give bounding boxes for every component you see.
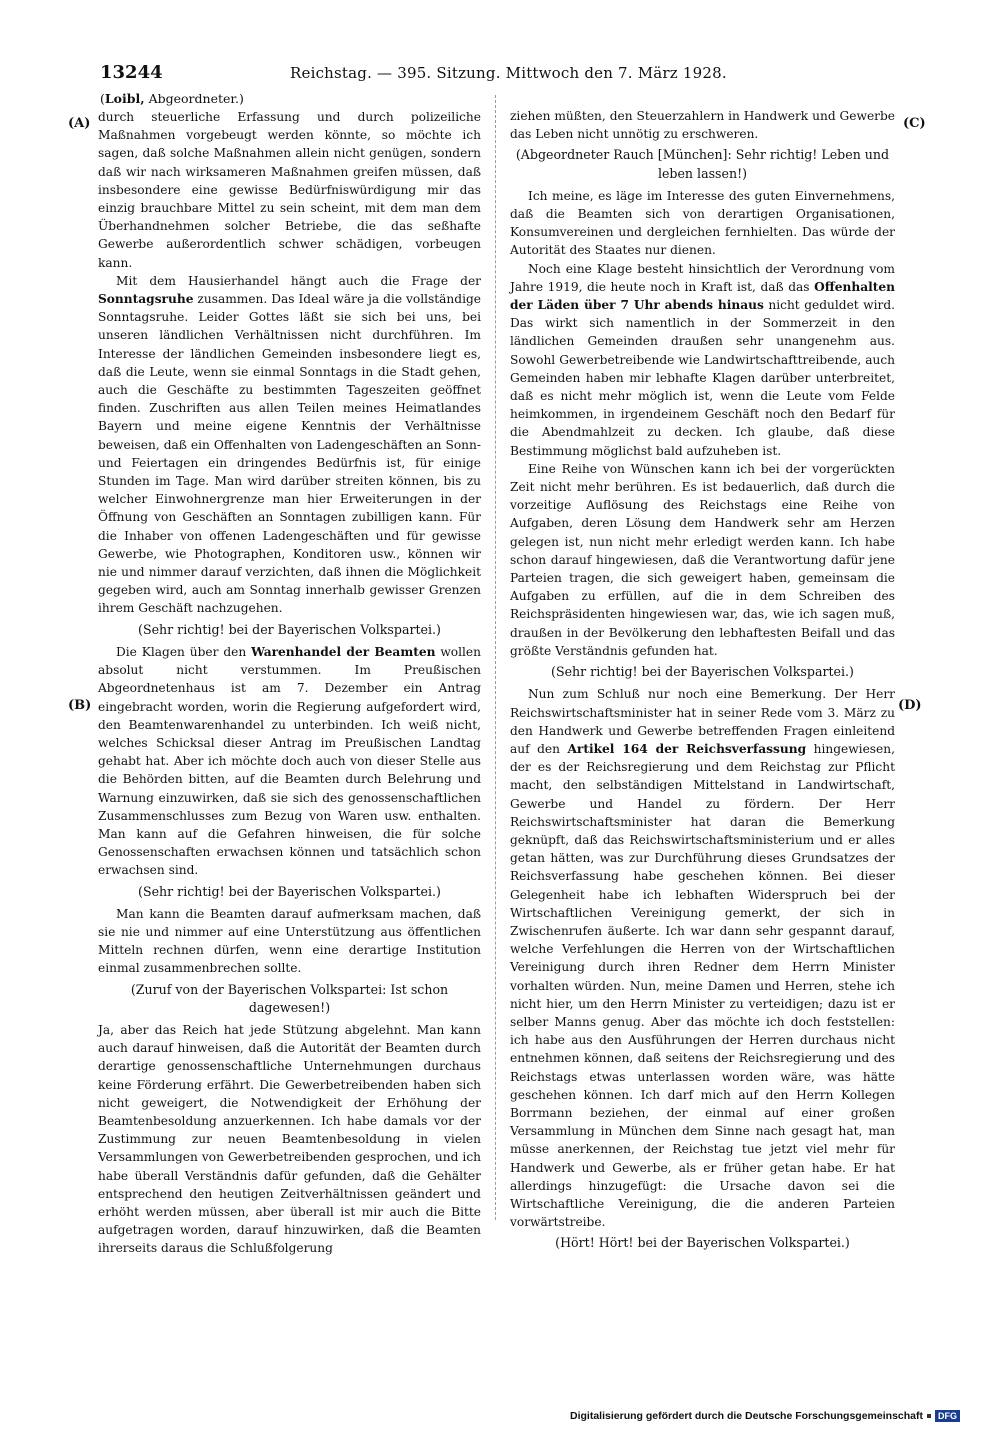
margin-marker-d: (D) [898,698,922,713]
page-header [100,60,900,90]
interjection: (Hört! Hört! bei der Bayerischen Volkspartei.) [555,1235,850,1251]
paragraph [510,187,895,260]
page-number: 13244 [100,62,163,83]
paragraph-text: hingewiesen, der es der Reichsregierung und dem Reichstag zur Pflicht macht, den selbständigen Mittelstand in Landwirtschaft, Gewerbe und Handel zu fördern. Der Herr Reichswirtschaftsminister hat daran die Bemerkung geknüpft, daß das Reichswirtschaftsministerium und er alles getan hätten, was zur Durchführung dieses Grundsatzes der Reichsverfassung habe geschehen können. Bei dieser Gelegenheit habe ich lebhaften Widerspruch bei der Wirtschaftlichen Vereinigung gemerkt, der sich in Zwischenrufen äußerte. Ich war dann sehr gespannt darauf, welche Verfehlungen die Herren von der Wirtschaftlichen Vereinigung durch ihren Redner dem Herrn Minister vorhalten würden. Nun, meine Damen und Herren, stehe ich nicht hier, um den Herrn Minister zu verteidigen; dazu ist er selber Manns genug. Aber das möchte ich doch feststellen: ich habe aus den Ausführungen der Herren durchaus nicht entnehmen können, daß seitens der Reichsregierung und des Reichstags etwas unterlassen worden wäre, was hätte geschehen können. Ich darf mich auf den Herrn Kollegen Borrmann beziehen, der einmal auf einer großen Versammlung in München dem Sinne nach gesagt hat, man müsse anerkennen, der Reichstag tue jetzt viel mehr für Handwerk und Gewerbe, als er früher getan habe. Er hat allerdings hinzugefügt: die Ursache davon sei die Wirtschaftliche Vereinigung, die die anderen Parteien vorwärtstreibe. [510,741,895,1230]
paragraph-text: Ich meine, es läge im Interesse des guten Einvernehmens, daß die Beamten sich von derartigen Organisationen, Konsumvereinen und dergleichen fernhielten. Das würde der Autorität des Staates nur dienen. [510,188,895,258]
column-divider [495,95,496,1220]
paragraph [510,685,895,1231]
left-text-column [98,108,481,1258]
paragraph [98,643,481,880]
paragraph [510,260,895,460]
interjection: (Sehr richtig! bei der Bayerischen Volkspartei.) [551,664,854,680]
paragraph-text: Nun zum Schluß nur noch eine Bemerkung. Der Herr Reichswirtschaftsminister hat in seiner Rede vom 3. März zu den Handwerk und Gewerbe betreffenden Fragen einleitend auf den [510,687,895,756]
paragraph-text: Die Klagen über den [116,644,252,659]
paragraph-text: Eine Reihe von Wünschen kann ich bei der vorgerückten Zeit nicht mehr berühren. Es ist bedauerlich, daß durch die vorzeitige Auflösung des Reichstags eine Reihe von Aufgaben, deren Lösung dem Handwerk sehr am Herzen gelegen ist, nun nicht mehr erledigt werden kann. Ich habe schon darauf hingewiesen, daß die Verantwortung dafür jene Parteien tragen, die sich geweigert haben, gemeinsam die Aufgaben zu erfüllen, auf die in dem Schreiben des Reichspräsidenten hingewiesen war, das, wie ich sagen muß, draußen in der Bevölkerung den lebhaftesten Beifall und das größte Verständnis gefunden hat. [510,461,895,658]
interjection: (Sehr richtig! bei der Bayerischen Volkspartei.) [138,621,441,637]
interjection: (Sehr richtig! bei der Bayerischen Volkspartei.) [138,883,441,899]
margin-marker-a: (A) [68,116,91,131]
paragraph-text: Noch eine Klage besteht hinsichtlich der Verordnung vom Jahre 1919, die heute noch in Kraft ist, daß das [510,261,895,294]
paragraph-text: wollen absolut nicht verstummen. Im Preußischen Abgeordnetenhaus ist am 7. Dezember ein Antrag eingebracht worden, worin die Regierung aufgefordert wird, den Beamtenwarenhandel zu unterbinden. Ich weiß nicht, welches Schicksal dieser Antrag im Preußischen Landtag gehabt hat. Aber ich möchte doch auch von dieser Stelle aus die Behörden bitten, auf die Beamten durch Belehrung und Warnung einzuwirken, daß sie sich des genossenschaftlichen Zusammenschlusses zum Bezug von Waren usw. enthalten. Man kann auf die Gefahren hinweisen, die für solche Genossenschaften erwachsen können und tatsächlich schon erwachsen sind. [98,644,481,878]
digitization-credit [570,1410,960,1422]
speaker-role: Abgeordneter.) [148,91,244,106]
paragraph-text: zusammen. Das Ideal wäre ja die vollständige Sonntagsruhe. Leider Gottes läßt sie sich bei uns, bei unseren ländlichen Verhältnissen nicht durchführen. Im Interesse der ländlichen Gemeinden insbesondere liegt es, daß die Leute, wenn sie einmal Sonntags in die Stadt gehen, auch die Geschäfte zu bestimmten Tageszeiten geöffnet finden. Zuschriften aus allen Teilen meines Heimatlandes Bayern und meine eigene Kenntnis der Verhältnisse beweisen, daß ein Offenhalten von Ladengeschäften an Sonn- und Feiertagen ein dringendes Bedürfnis ist, für einige Stunden im Tage. Man wird darüber streiten können, bis zu welcher Einwohnergrenze man hier Erweiterungen in der Öffnung von Geschäften an Sonntagen zubilligen kann. Für die Inhaber von offenen Ladengeschäften und für gewisse Gewerbe, wie Photographen, Konditoren usw., können wir nie und nimmer darauf verzichten, daß ihnen die Möglichkeit gegeben wird, auch am Sonntag innerhalb gewisser Grenzen ihrem Geschäft nachzugehen. [98,292,481,616]
separator-dot-icon [927,1414,931,1418]
paragraph-text: nicht geduldet wird. Das wirkt sich namentlich in der Sommerzeit in den ländlichen Gemeinden draußen sehr unangenehm aus. Sowohl Gewerbetreibende wie Landwirtschafttreibende, auch Gemeinden haben mir lebhafte Klagen darüber unterbreitet, daß es nicht mehr möglich ist, wenn die Leute vom Felde heimkommen, in irgendeinem Geschäft noch den Bedarf für die Abendmahlzeit zu decken. Ich glaube, daß diese Bestimmung möglichst bald aufzuheben ist. [510,298,896,458]
interjection: (Zuruf von der Bayerischen Volkspartei: Ist schon dagewesen!) [130,981,449,1015]
paragraph-text: Mit dem Hausierhandel hängt auch die Frage der [116,273,481,288]
paragraph [510,460,895,660]
right-text-column [510,107,895,1257]
margin-marker-c: (C) [903,116,926,131]
emphasized-term: Offenhalten der Läden über 7 Uhr abends hinaus [510,279,895,313]
dfg-logo: DFG [935,1410,960,1422]
credit-text: Digitalisierung gefördert durch die Deutsche Forschungsgemeinschaft [570,1410,923,1422]
speaker-line: (Loibl, Abgeordneter.) [100,91,244,106]
paragraph-text: Man kann die Beamten darauf aufmerksam machen, daß sie nie und nimmer auf eine Unterstützung aus öffentlichen Mitteln rechnen dürfen, wenn eine derartige Institution einmal zusammenbrechen sollte. [98,906,481,976]
margin-marker-b: (B) [68,698,92,713]
emphasized-term: Sonntagsruhe [98,292,194,307]
paragraph: durch steuerliche Erfassung und durch polizeiliche Maßnahmen vorgebeugt werden könnte, so möchte ich sagen, daß solche Maßnahmen allein nicht genügen, sondern daß wir nach wirksameren Maßnahmen greifen müssen, daß insbesondere eine gewisse Bedürfniswürdigung mir das einzig brauchbare Mittel zu sein scheint, mit dem man dem Überhandnehmen solcher Betriebe, die das seßhafte Gewerbe außerordentlich schwer schädigen, vorbeugen kann. [98,110,481,270]
paragraph: ziehen müßten, den Steuerzahlern in Handwerk und Gewerbe das Leben nicht unnötig zu erschweren. [510,109,895,142]
emphasized-term: Warenhandel der Beamten [251,644,436,659]
emphasized-term: Artikel 164 der Reichsverfassung [567,741,807,756]
paragraph [98,272,481,618]
paragraph: Ja, aber das Reich hat jede Stützung abgelehnt. Man kann auch darauf hinweisen, daß die Autorität der Beamten durch derartige genossenschaftliche Unternehmungen durchaus keine Förderung erfährt. Die Gewerbetreibenden haben sich nicht geweigert, die Notwendigkeit der Erhöhung der Beamtenbesoldung anzuerkennen. Ich habe damals vor der Zustimmung zur neuen Beamtenbesoldung in vielen Versammlungen von Gewerbetreibenden gesprochen, und ich habe überall Verständnis dafür gefunden, daß die Gehälter entsprechend den heutigen Zeitverhältnissen geändert und erhöht werden müssen, aber überall ist mir auch die Bitte aufgetragen worden, darauf hinzuwirken, daß die Beamten ihrerseits daraus die Schlußfolgerung [98,1022,481,1256]
interjection: (Abgeordneter Rauch [München]: Sehr richtig! Leben und leben lassen!) [515,147,890,181]
running-title: Reichstag. — 395. Sitzung. Mittwoch den 7. März 1928. [290,64,727,82]
paragraph [98,905,481,978]
speaker-name: Loibl, [104,91,145,106]
